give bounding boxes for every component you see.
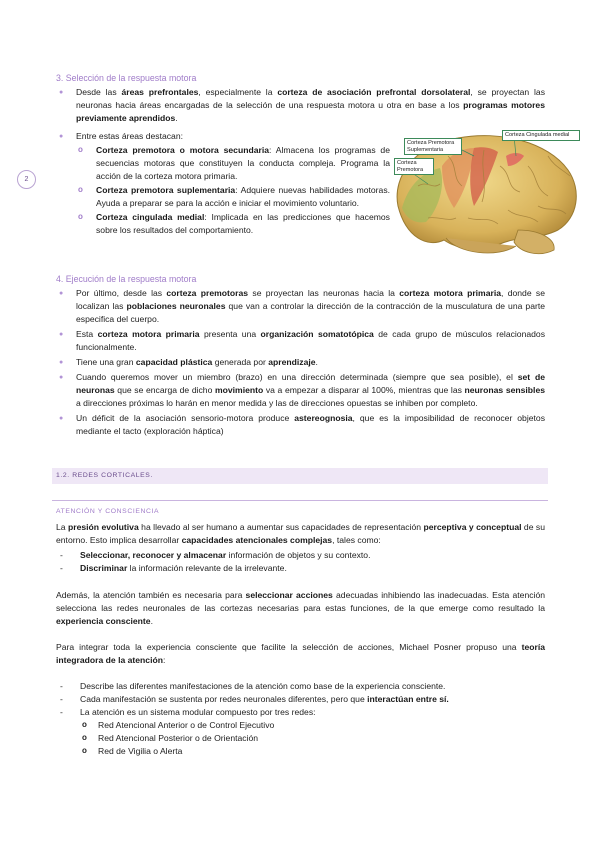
sub-list-item: o Corteza premotora o motora secundaria: Almacena los programas de secuencias motoras que constituyen la conducta compleja. Programa la acción de la corteza motora primaria.: [76, 144, 390, 183]
dash-list-1: [56, 549, 545, 575]
paragraph-3: Para integrar toda la experiencia consciente que facilite la selección de acciones, Michael Posner propuso una teoría integradora de la atención:: [56, 642, 545, 665]
list-item: ● Un déficit de la asociación sensorio-motora produce astereognosia, que es la imposibilidad de reconocer objetos mediante el tacto (exploración háptica): [56, 412, 545, 438]
section-3-heading: 3. Selección de la respuesta motora: [56, 73, 197, 83]
list-item: - Describe las diferentes manifestaciones de la atención como base de la experiencia consciente.: [56, 680, 545, 693]
sub-list-item: o Corteza premotora suplementaria: Adquiere nuevas habilidades motoras. Ayuda a preparar se para la acción e iniciar el movimiento voluntario.: [76, 184, 390, 210]
section-4-list: [56, 287, 545, 438]
subheading: ATENCIÓN Y CONSCIENCIA: [56, 508, 160, 515]
label-cingulada-medial: Corteza Cingulada medial: [502, 130, 580, 141]
paragraph-2: Además, la atención también es necesaria para seleccionar acciones adecuadas inhibiendo las inadecuadas. Esta atención selecciona las redes neuronales de las cortezas necesarias para estas funciones, de la que emerge como resultado la experiencia consciente.: [56, 590, 546, 626]
divider: [52, 500, 548, 501]
page-number: 2: [17, 170, 36, 189]
list-item: - La atención es un sistema modular compuesto por tres redes: o Red Atencional Anterior o de Control Ejecutivo o Red Atencional Posterior o de Orientación o Red de Vigilia o Alerta: [56, 706, 545, 758]
list-item: - Seleccionar, reconocer y almacenar información de objetos y su contexto.: [56, 549, 545, 562]
list-item: ● Esta corteza motora primaria presenta una organización somatotópica de cada grupo de músculos relacionados funcionalmente.: [56, 328, 545, 354]
network-item: o Red Atencional Anterior o de Control Ejecutivo: [82, 719, 545, 732]
list-item: - Cada manifestación se sustenta por redes neuronales diferentes, pero que interactúan entre sí.: [56, 693, 545, 706]
section-4-heading: 4. Ejecución de la respuesta motora: [56, 274, 197, 284]
sub-list: [76, 144, 390, 237]
label-premotora-suplementaria: Corteza Premotora Suplementaria: [404, 138, 462, 155]
dash-list-2: [56, 680, 545, 758]
list-item: ● Cuando queremos mover un miembro (brazo) en una dirección determinada (siempre que sea posible), el set de neuronas que se encarga de dicho movimiento va a empezar a disparar al 100%, mientras que las neuronas sensibles a direcciones próximas lo harán en menor medida y las de direcciones opuestas se inhiben por completo.: [56, 371, 545, 410]
list-item: ● Entre estas áreas destacan: o Corteza premotora o motora secundaria: Almacena los programas de secuencias motoras que constituyen la conducta compleja. Programa la acción de la corteza motora primaria. o Corteza premotora suplementaria: Adquiere nuevas habilidades motoras. Ayuda a preparar se para la acción e iniciar el movimiento voluntario. o Corteza cingulada medial: Implicada en las predicciones que hacemos sobre los resultados del comportamiento.: [56, 130, 390, 237]
section-band-heading: 1.2. REDES CORTICALES.: [52, 468, 548, 484]
network-item: o Red de Vigilia o Alerta: [82, 745, 545, 758]
list-item: ● Por último, desde las corteza premotoras se proyectan las neuronas hacia la corteza motora primaria, donde se localizan las poblaciones neuronales que van a controlar la dirección de la contracción de la musculatura de una parte especifica del cuerpo.: [56, 287, 545, 326]
networks-list: [82, 719, 545, 758]
label-premotora: Corteza Premotora: [394, 158, 434, 175]
section-3-list-2: [56, 130, 390, 237]
list-item: ● Tiene una gran capacidad plástica generada por aprendizaje.: [56, 356, 545, 369]
paragraph-1: La presión evolutiva ha llevado al ser humano a aumentar sus capacidades de representación perceptiva y conceptual de su entorno. Esto implica desarrollar capacidades atencionales complejas, tales como:: [56, 522, 545, 545]
sub-list-item: o Corteza cingulada medial: Implicada en las predicciones que hacemos sobre los resultados del comportamiento.: [76, 211, 390, 237]
list-item: - Discriminar la información relevante de la irrelevante.: [56, 562, 545, 575]
network-item: o Red Atencional Posterior o de Orientación: [82, 732, 545, 745]
brain-illustration: [388, 126, 584, 260]
list-item: ● Desde las áreas prefrontales, especialmente la corteza de asociación prefrontal dorsolateral, se proyectan las neuronas hacia áreas encargadas de la selección de una respuesta motora u otra en base a los programas motores previamente aprendidos.: [56, 86, 545, 125]
section-3-list: [56, 86, 545, 125]
